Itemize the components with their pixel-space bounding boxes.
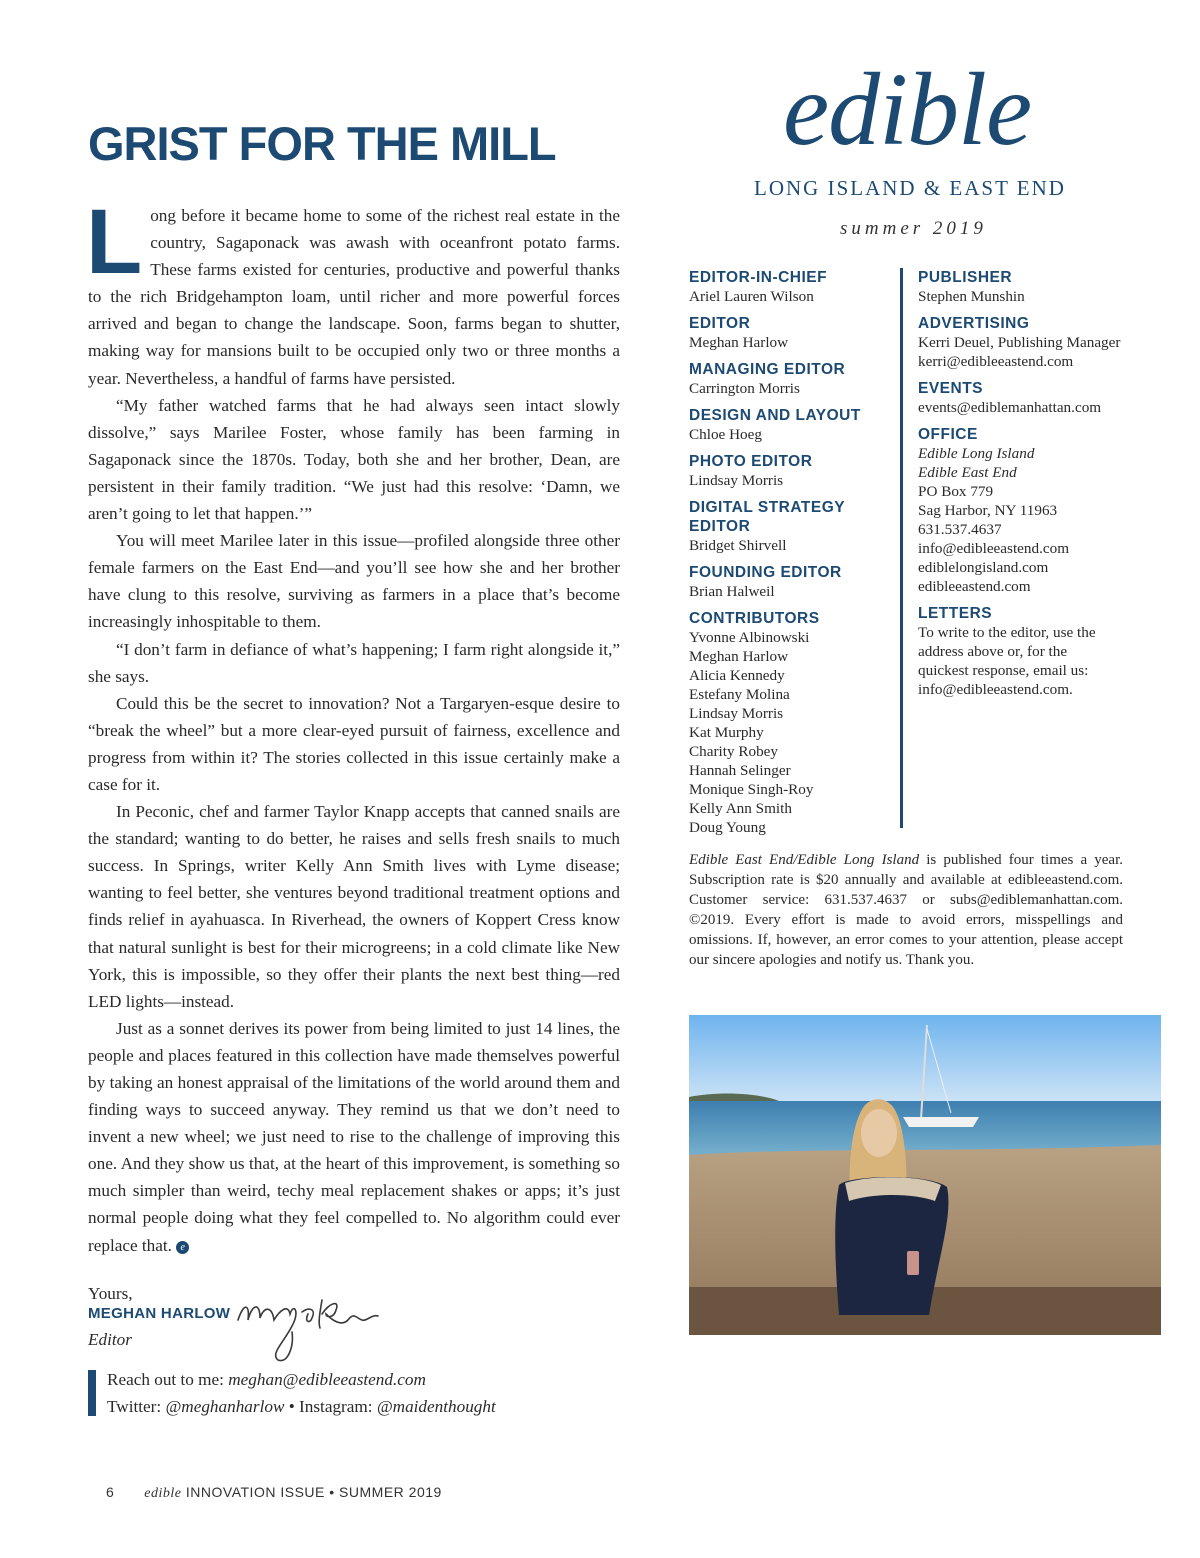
masthead-column-1 [689, 268, 899, 845]
masthead-name: events@ediblemanhattan.com [918, 399, 1102, 416]
masthead-role: EVENTS [918, 380, 984, 397]
masthead-names [689, 333, 899, 352]
masthead-name: Kat Murphy [689, 724, 764, 741]
masthead-name: address above or, for the [918, 643, 1068, 660]
logo-subtitle: LONG ISLAND & EAST END [754, 176, 1066, 200]
contact-email-label: Reach out to me: [107, 1370, 229, 1389]
publication-info [689, 850, 1123, 970]
masthead-name: PO Box 779 [918, 483, 994, 500]
masthead-name: Brian Halweil [689, 583, 775, 600]
issue-date: summer 2019 [840, 218, 987, 239]
bullet-separator: • [288, 1397, 295, 1416]
instagram-handle[interactable]: @maidenthought [376, 1397, 496, 1416]
contact-email[interactable]: meghan@edibleeastend.com [228, 1370, 426, 1389]
masthead-names [918, 287, 1148, 306]
folio-season: SUMMER 2019 [339, 1484, 442, 1500]
masthead-name: Stephen Munshin [918, 288, 1025, 305]
masthead-role: ADVERTISING [918, 315, 1030, 332]
edible-end-mark-icon: e [176, 1241, 189, 1254]
masthead-role: EDITOR [689, 315, 751, 332]
masthead-name: Meghan Harlow [689, 648, 789, 665]
paragraph-7-text: Just as a sonnet derives its power from being limited to just 14 lines, the people and places featured in this collection have made themselves powerful by taking an honest appraisal of the limitations of the world around them and finding ways to succeed anyway. They remind us that we don’t need to invent a new wheel; we just need to rise to the challenge of improving this one. And they show us that, at the heart of this improvement, is something so much simpler than weird, techy meal replacement shakes or apps; it’s just normal people doing what they feel compelled to. No algorithm could ever replace that. [88, 1018, 620, 1255]
masthead-role: DIGITAL STRATEGY EDITOR [689, 499, 845, 535]
masthead-role: LETTERS [918, 605, 993, 622]
signature-name: MEGHAN HARLOW [88, 1305, 231, 1322]
masthead-name: Carrington Morris [689, 380, 800, 397]
masthead-role: MANAGING EDITOR [689, 361, 846, 378]
twitter-handle[interactable]: @meghanharlow [165, 1397, 285, 1416]
masthead-name: Lindsay Morris [689, 705, 784, 722]
masthead-names [918, 623, 1148, 699]
masthead-name: info@edibleeastend.com. [918, 681, 1073, 698]
closing: Yours, [88, 1284, 133, 1303]
masthead-name: quickest response, email us: [918, 662, 1089, 679]
drop-cap: L [86, 191, 143, 293]
masthead-name: Kerri Deuel, Publishing Manager [918, 334, 1121, 351]
masthead-name: 631.537.4637 [918, 521, 1002, 538]
masthead-names [689, 379, 899, 398]
masthead-role: PUBLISHER [918, 269, 1013, 286]
masthead-names [918, 333, 1148, 371]
masthead-name: Doug Young [689, 819, 766, 836]
masthead-names [689, 287, 899, 306]
masthead-divider [900, 268, 903, 828]
folio-dot: • [329, 1484, 335, 1500]
masthead-names [689, 628, 899, 837]
folio-brand: edible [144, 1486, 182, 1501]
contact-email-line [107, 1366, 496, 1393]
publication-text: is published four times a year. Subscription rate is $20 annually and available at edibleeastend.com. Customer service: 631.537.4637 or subs@ediblemanhattan.com. ©2019. Every effort is made to avoid errors, misspellings and omissions. If, however, an error comes to your attention, please accept our sincere apologies and notify us. Thank you. [689, 852, 1123, 968]
masthead-name: Charity Robey [689, 743, 779, 760]
masthead-name: Ariel Lauren Wilson [689, 288, 814, 305]
masthead-names [918, 444, 1148, 596]
signature-role: Editor [88, 1330, 132, 1349]
paragraph-1 [86, 191, 620, 392]
masthead-italic-line: Edible Long Island [918, 445, 1035, 462]
masthead-role: PHOTO EDITOR [689, 453, 813, 470]
masthead-name: Kelly Ann Smith [689, 800, 792, 817]
twitter-label: Twitter: [107, 1397, 166, 1416]
masthead-name: edibleeastend.com [918, 578, 1031, 595]
paragraph-5: Could this be the secret to innovation? Not a Targaryen-esque desire to “break the wheel” but a more clear-eyed pursuit of fairness, excellence and progress from within it? The stories collected in this issue certainly make a case for it. [88, 693, 620, 794]
masthead-role: EDITOR-IN-CHIEF [689, 269, 828, 286]
masthead-role: OFFICE [918, 426, 978, 443]
masthead-name: To write to the editor, use the [918, 624, 1096, 641]
edible-logo: edible [783, 52, 1032, 167]
masthead-role: DESIGN AND LAYOUT [689, 407, 861, 424]
masthead-name: Meghan Harlow [689, 334, 789, 351]
masthead-name: Sag Harbor, NY 11963 [918, 502, 1058, 519]
masthead-role: CONTRIBUTORS [689, 610, 820, 627]
masthead-names [689, 536, 899, 555]
masthead-name: Monique Singh-Roy [689, 781, 814, 798]
contact-block [107, 1366, 496, 1420]
contact-accent-bar [88, 1370, 96, 1416]
headline: GRIST FOR THE MILL [88, 117, 556, 170]
masthead-name: Yvonne Albinowski [689, 629, 810, 646]
masthead-name: Bridget Shirvell [689, 537, 787, 554]
instagram-label: Instagram: [299, 1397, 377, 1416]
paragraph-4: “I don’t farm in defiance of what’s happening; I farm right alongside it,” she says. [88, 639, 620, 686]
editor-photo [689, 1015, 1161, 1335]
masthead-name: Lindsay Morris [689, 472, 784, 489]
masthead-italic-line: Edible East End [918, 464, 1017, 481]
masthead-name: info@edibleeastend.com [918, 540, 1070, 557]
masthead-names [689, 425, 899, 444]
page-folio [106, 1484, 442, 1502]
beach-photo-illustration [689, 1015, 1161, 1335]
masthead-name: kerri@edibleeastend.com [918, 353, 1074, 370]
masthead-name: Chloe Hoeg [689, 426, 762, 443]
masthead-names [918, 398, 1148, 417]
handwritten-signature-icon [230, 1262, 390, 1367]
paragraph-6: In Peconic, chef and farmer Taylor Knapp accepts that canned snails are the standard; wanting to do better, he raises and sells fresh snails to much success. In Springs, writer Kelly Ann Smith lives with Lyme disease; wanting to feel better, she ventures beyond traditional treatment options and finds relief in ayahuasca. In Riverhead, the owners of Koppert Cress know that natural sunlight is best for their microgreens; in a cold climate like New York, this is impossible, so they offer their plants the next best thing—red LED lights—instead. [88, 802, 620, 1011]
masthead-column-2 [918, 268, 1148, 707]
paragraph-1-text: ong before it became home to some of the richest real estate in the country, Sagaponack was awash with oceanfront potato farms. These farms existed for centuries, productive and powerful thanks to the rich Bridgehampton loam, until richer and more powerful forces arrived and began to change the landscape. Soon, farms began to shutter, making way for mansions built to be occupied only two or three months a year. Nevertheless, a handful of farms have persisted. [88, 206, 620, 388]
masthead-names [689, 582, 899, 601]
page-number: 6 [106, 1484, 115, 1500]
contact-social-line [107, 1393, 496, 1420]
folio-issue: INNOVATION ISSUE [185, 1484, 325, 1500]
masthead-names [689, 471, 899, 490]
masthead-name: Estefany Molina [689, 686, 790, 703]
masthead-name: ediblelongisland.com [918, 559, 1049, 576]
publication-title: Edible East End/Edible Long Island [689, 852, 920, 868]
masthead-name: Alicia Kennedy [689, 667, 785, 684]
paragraph-7 [88, 1015, 620, 1259]
editorial-body [86, 191, 620, 1259]
paragraph-2: “My father watched farms that he had always seen intact slowly dissolve,” says Marilee Foster, whose family has been farming in Sagaponack since the 1870s. Today, both she and her brother, Dean, are persistent in their family tradition. “We just had this resolve: ‘Damn, we aren’t going to let that happen.’” [88, 395, 620, 524]
masthead-role: FOUNDING EDITOR [689, 564, 842, 581]
paragraph-3: You will meet Marilee later in this issue—profiled alongside three other female farmers on the East End—and you’ll see how she and her brother have clung to this resolve, surviving as farmers in a place that’s become increasingly inhospitable to them. [88, 531, 620, 632]
masthead-name: Hannah Selinger [689, 762, 791, 779]
